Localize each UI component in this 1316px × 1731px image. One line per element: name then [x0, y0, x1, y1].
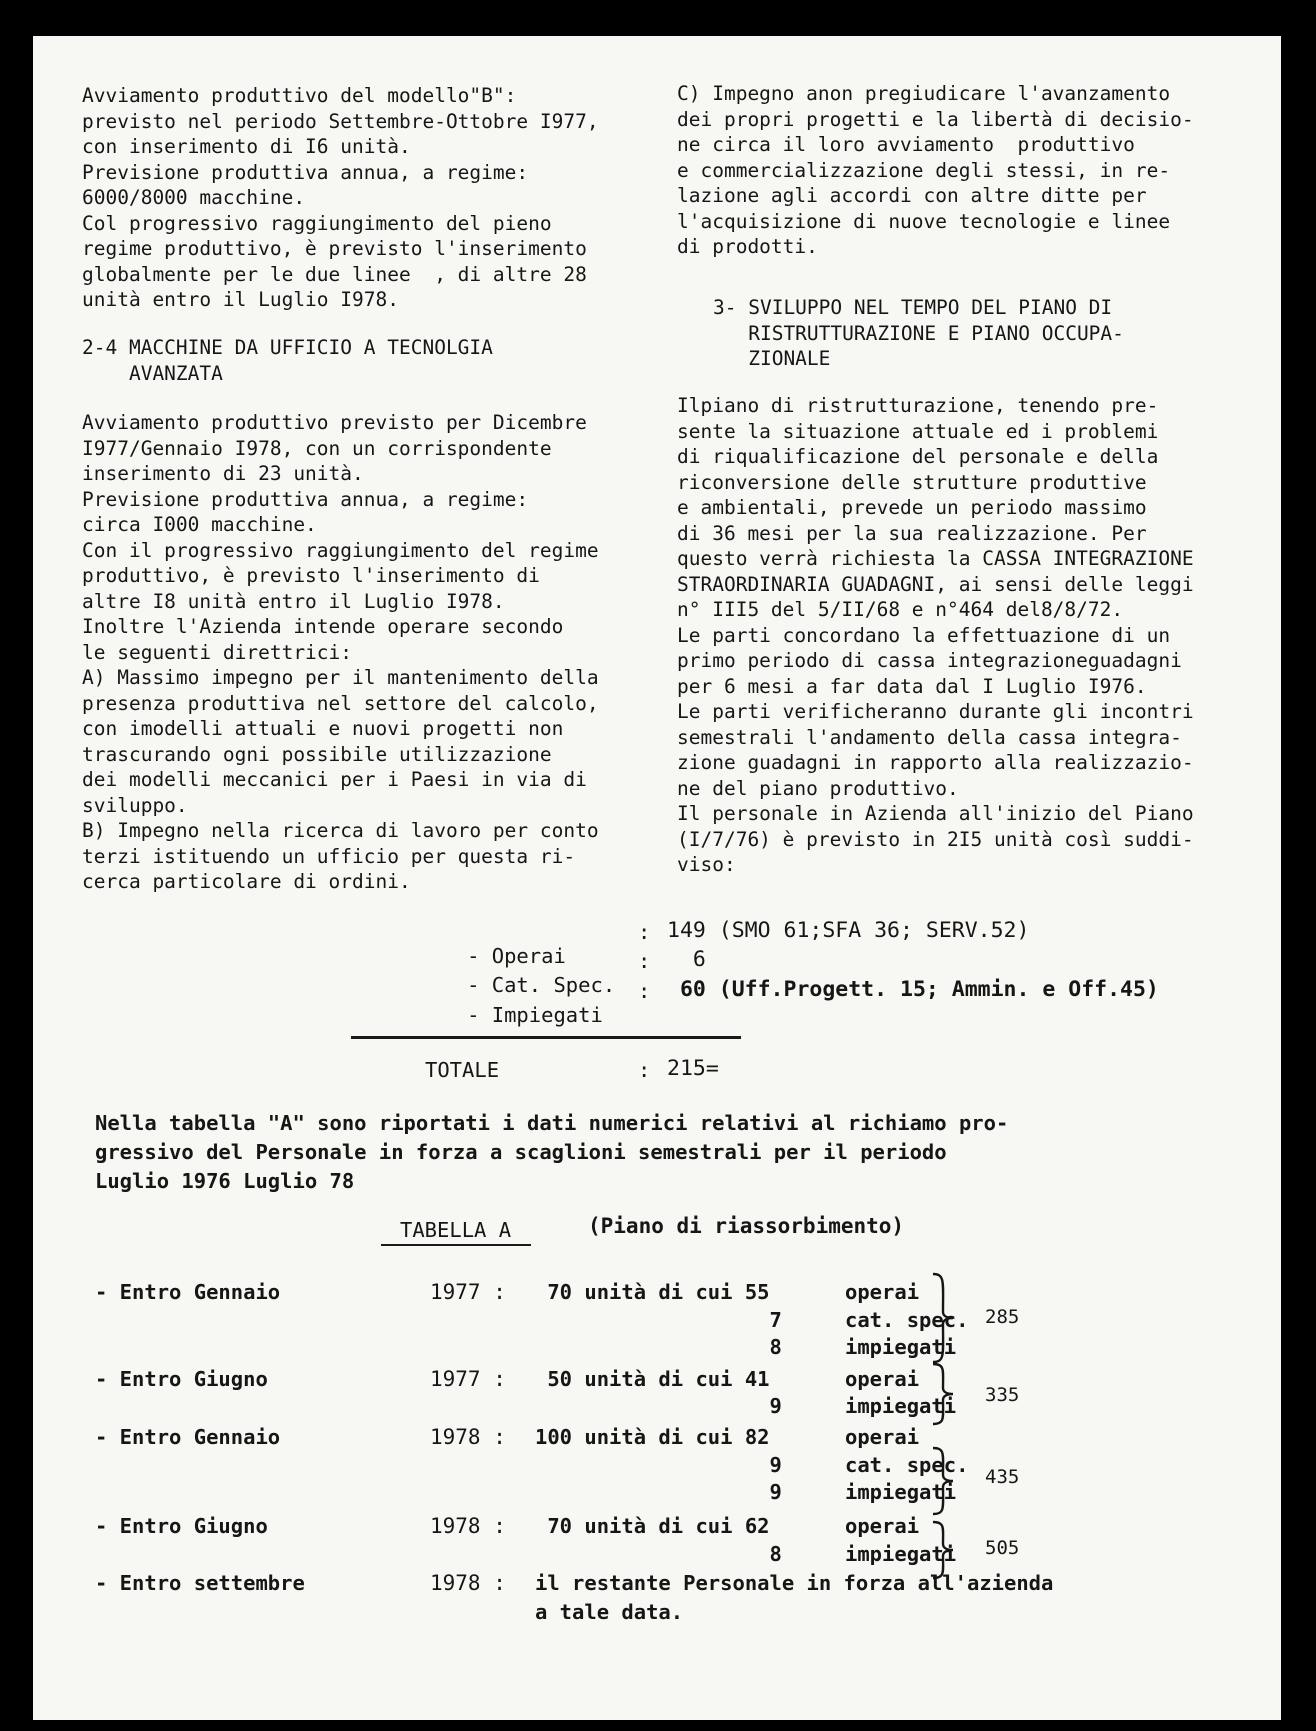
tabella-row-text: 8	[535, 1335, 782, 1359]
tabella-row-category: impiegati	[845, 1394, 957, 1418]
text-line: unità entro il Luglio I978.	[82, 288, 399, 311]
text-line: altre I8 unità entro il Luglio I978.	[82, 589, 505, 613]
text-line: STRAORDINARIA GUADAGNI, ai sensi delle leggi	[677, 572, 1194, 596]
tabella-subtitle: (Piano di riassorbimento)	[588, 1214, 905, 1238]
cumulative-total: 285	[985, 1306, 1020, 1328]
text-line: 6000/8000 macchine.	[82, 186, 306, 209]
text-line: di prodotti.	[677, 235, 818, 258]
text-line: Con il progressivo raggiungimento del regime	[82, 538, 599, 562]
tabella-row-text: 70 unità di cui 55	[535, 1280, 770, 1304]
total-label: TOTALE	[425, 1058, 500, 1082]
text-line: produttivo, è previsto l'inserimento di	[82, 564, 540, 587]
text-line: l'acquisizione di nuove tecnologie e linee	[677, 209, 1171, 233]
text-line: Ilpiano di ristrutturazione, tenendo pre-	[677, 394, 1159, 417]
cumulative-total: 335	[985, 1384, 1020, 1406]
tabella-row-text: 100 unità di cui 82	[535, 1425, 770, 1449]
brace-4	[931, 1520, 955, 1580]
text-line: Le parti verificheranno durante gli incontri	[677, 700, 1194, 723]
text-line: dei propri progetti e la libertà di decisio-	[677, 107, 1194, 131]
tabella-row-category: cat. spec.	[845, 1453, 969, 1477]
tabella-row-category: impiegati	[845, 1542, 957, 1566]
text-line: e commercializzazione degli stessi, in re-	[677, 158, 1171, 182]
left-column-paragraph-2	[82, 410, 599, 895]
text-line: con imodelli attuali e nuovi progetti non	[82, 717, 564, 740]
tabella-row-text: 9	[535, 1480, 782, 1504]
text-line: Il personale in Azienda all'inizio del Piano	[677, 802, 1194, 825]
text-line: gressivo del Personale in forza a scaglioni semestrali per il periodo	[95, 1140, 947, 1164]
text-line: ne circa il loro avviamento produttivo	[677, 133, 1135, 156]
tabella-row-label: - Entro Giugno	[95, 1367, 268, 1391]
staff-label: - Cat. Spec.	[467, 973, 616, 997]
staff-sep: :	[638, 979, 651, 1003]
tabella-intro-text	[95, 1109, 1008, 1196]
text-line: con inserimento di I6 unità.	[82, 135, 411, 158]
text-line: regime produttivo, è previsto l'inserimento	[82, 237, 587, 260]
text-line: dei modelli meccanici per i Paesi in via di	[82, 768, 587, 791]
left-column-paragraph-1	[82, 83, 599, 313]
text-line: cerca particolare di ordini.	[82, 870, 411, 893]
cumulative-total: 505	[985, 1537, 1020, 1559]
text-line: riconversione delle strutture produttive	[677, 470, 1147, 494]
tabella-row-label: - Entro settembre	[95, 1571, 305, 1595]
text-line: semestrali l'andamento della cassa integra-	[677, 725, 1182, 749]
tabella-row-year: 1977 :	[430, 1367, 506, 1391]
heading-line: 2-4 MACCHINE DA UFFICIO A TECNOLGIA	[82, 336, 493, 359]
text-line: terzi istituendo un ufficio per questa ri-	[82, 844, 576, 868]
staff-value: 60 (Uff.Progett. 15; Ammin. e Off.45)	[667, 977, 1159, 1002]
text-line: (I/7/76) è previsto in 2I5 unità così suddi-	[677, 827, 1194, 851]
text-line: trascurando ogni possibile utilizzazione	[82, 742, 552, 766]
text-line: previsto nel periodo Settembre-Ottobre I977,	[82, 109, 599, 133]
tabella-row-text: il restante Personale in forza all'azienda	[535, 1571, 1054, 1595]
tabella-row-category: operai	[845, 1425, 920, 1449]
text-line: Col progressivo raggiungimento del pieno	[82, 211, 552, 235]
text-line: questo verrà richiesta la CASSA INTEGRAZIONE	[677, 547, 1194, 570]
heading-line: 3- SVILUPPO NEL TEMPO DEL PIANO DI	[713, 296, 1113, 319]
text-line: Luglio 1976 Luglio 78	[95, 1169, 355, 1193]
staff-sep: :	[638, 949, 651, 973]
staff-value: 6	[667, 947, 706, 972]
right-column-paragraph-1	[677, 81, 1194, 260]
tabella-row-year: 1977 :	[430, 1280, 506, 1304]
text-line: Previsione produttiva annua, a regime:	[82, 160, 529, 184]
tabella-row-category: operai	[845, 1280, 920, 1304]
text-line: Le parti concordano la effettuazione di un	[677, 623, 1171, 647]
tabella-row-label: - Entro Giugno	[95, 1514, 268, 1538]
text-line: inserimento di 23 unità.	[82, 462, 364, 485]
tabella-row-category: operai	[845, 1514, 920, 1538]
text-line: ne del piano produttivo.	[677, 776, 959, 800]
tabella-row-label: - Entro Gennaio	[95, 1425, 281, 1449]
tabella-title: TABELLA A	[400, 1218, 512, 1242]
text-line: primo periodo di cassa integrazioneguadagni	[677, 649, 1182, 672]
heading-line: AVANZATA	[82, 361, 223, 385]
text-line: Inoltre l'Azienda intende operare secondo	[82, 615, 564, 638]
text-line: C) Impegno anon pregiudicare l'avanzamento	[677, 82, 1171, 105]
total-divider	[351, 1036, 741, 1039]
heading-2-4-macchine-ufficio	[82, 335, 493, 386]
text-line: di 36 mesi per la sua realizzazione. Per	[677, 521, 1147, 545]
document-page	[33, 36, 1281, 1720]
tabella-row-label: - Entro Gennaio	[95, 1280, 281, 1304]
tabella-title-underline	[381, 1244, 531, 1246]
text-line: A) Massimo impegno per il mantenimento della	[82, 666, 599, 689]
tabella-row-year: 1978 :	[430, 1571, 506, 1595]
tabella-row-category: operai	[845, 1367, 920, 1391]
text-line: I977/Gennaio I978, con un corrispondente	[82, 436, 552, 460]
staff-label: - Impiegati	[467, 1003, 603, 1027]
tabella-row-text: 8	[535, 1542, 782, 1566]
tabella-row-category: cat. spec.	[845, 1308, 969, 1332]
brace-2	[931, 1362, 955, 1426]
text-line: e ambientali, prevede un periodo massimo	[677, 496, 1147, 519]
total-value: 215=	[667, 1056, 719, 1081]
text-line: viso:	[677, 853, 736, 876]
text-line: circa I000 macchine.	[82, 513, 317, 536]
staff-sep: :	[638, 920, 651, 944]
heading-line: ZIONALE	[713, 347, 831, 370]
text-line: sviluppo.	[82, 793, 188, 817]
text-line: per 6 mesi a far data dal I Luglio I976.	[677, 674, 1147, 698]
heading-3-sviluppo-piano	[713, 295, 1124, 372]
text-line: lazione agli accordi con altre ditte per	[677, 184, 1147, 207]
staff-value: 149 (SMO 61;SFA 36; SERV.52)	[667, 918, 1030, 943]
cumulative-total: 435	[985, 1466, 1020, 1488]
tabella-row-text: a tale data.	[535, 1600, 684, 1624]
text-line: globalmente per le due linee , di altre 28	[82, 262, 587, 286]
staff-row-impiegati	[393, 979, 603, 1051]
staff-label: - Operai	[467, 944, 566, 968]
total-sep: :	[638, 1058, 651, 1082]
text-line: n° III5 del 5/II/68 e n°464 del8/8/72.	[677, 598, 1124, 621]
tabella-row-text: 9	[535, 1453, 782, 1477]
text-line: B) Impegno nella ricerca di lavoro per conto	[82, 819, 599, 842]
text-line: di riqualificazione del personale e della	[677, 445, 1159, 468]
tabella-row-text: 9	[535, 1394, 782, 1418]
text-line: presenza produttiva nel settore del calcolo,	[82, 691, 599, 715]
right-column-paragraph-2	[677, 393, 1194, 878]
tabella-row-text: 50 unità di cui 41	[535, 1367, 770, 1391]
tabella-row-text: 7	[535, 1308, 782, 1332]
text-line: Previsione produttiva annua, a regime:	[82, 487, 529, 511]
tabella-row-year: 1978 :	[430, 1425, 506, 1449]
text-line: Nella tabella "A" sono riportati i dati numerici relativi al richiamo pro-	[95, 1111, 1009, 1135]
brace-1	[931, 1272, 955, 1364]
tabella-row-year: 1978 :	[430, 1514, 506, 1538]
text-line: Avviamento produttivo del modello"B":	[82, 84, 517, 107]
tabella-row-category: impiegati	[845, 1480, 957, 1504]
tabella-row-category: impiegati	[845, 1335, 957, 1359]
text-line: le seguenti direttrici:	[82, 640, 353, 664]
heading-line: RISTRUTTURAZIONE E PIANO OCCUPA-	[713, 321, 1124, 345]
text-line: sente la situazione attuale ed i problemi	[677, 419, 1159, 443]
tabella-row-text: 70 unità di cui 62	[535, 1514, 770, 1538]
text-line: zione guadagni in rapporto alla realizzazio-	[677, 751, 1194, 774]
text-line: Avviamento produttivo previsto per Dicembre	[82, 411, 587, 434]
brace-3	[931, 1446, 955, 1516]
